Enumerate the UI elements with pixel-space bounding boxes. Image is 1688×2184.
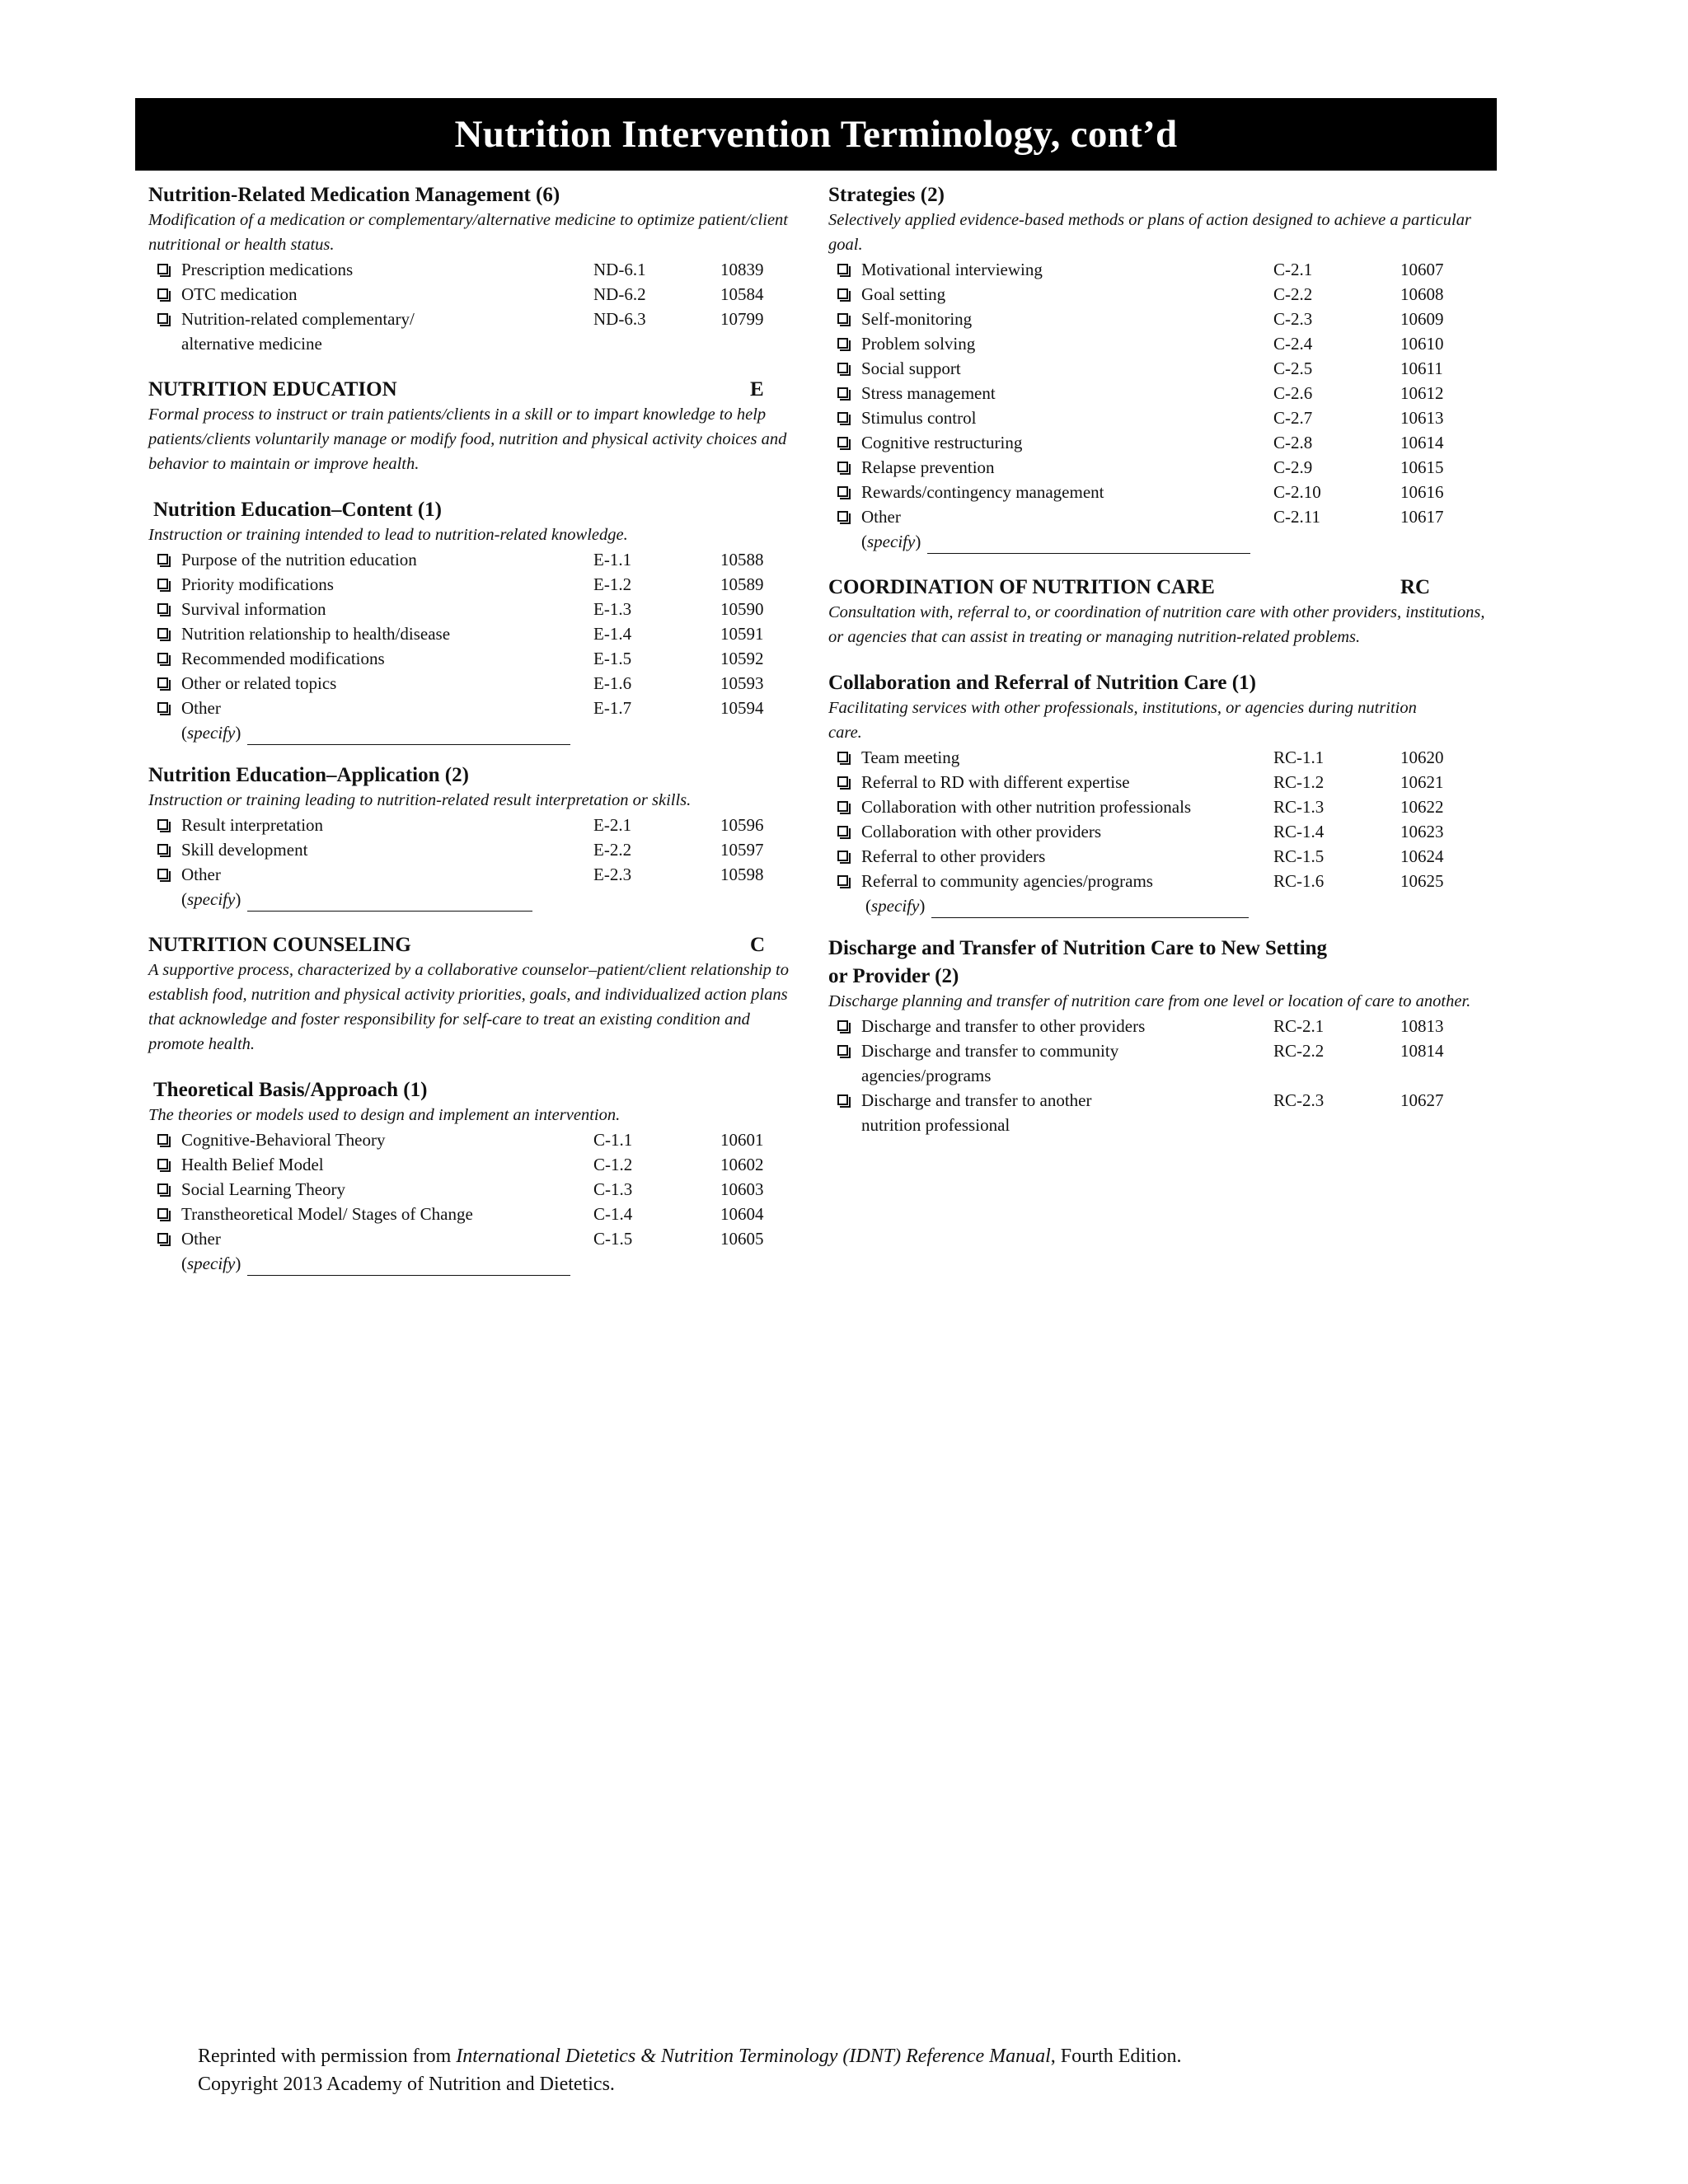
item-snomed: 10593 <box>720 673 764 693</box>
checkbox[interactable] <box>837 288 848 299</box>
item-label: Survival information <box>181 599 326 619</box>
checklist-item <box>148 572 799 597</box>
checkbox[interactable] <box>837 313 848 324</box>
item-code: RC-1.5 <box>1273 846 1325 866</box>
item-snomed: 10799 <box>720 309 764 329</box>
section-title-line-2: or Provider (2) <box>828 965 959 987</box>
section-description: The theories or models used to design and implement an intervention. <box>148 1106 621 1124</box>
section-discharge-transfer <box>828 936 1488 1137</box>
item-label: Purpose of the nutrition education <box>181 550 417 569</box>
section-education-content <box>148 498 799 745</box>
checklist <box>148 547 799 720</box>
item-code: E-1.6 <box>593 673 632 693</box>
item-label: Priority modifications <box>181 574 334 594</box>
title-banner <box>135 98 1497 171</box>
checkbox[interactable] <box>837 338 848 349</box>
item-snomed: 10614 <box>1400 433 1444 452</box>
item-snomed: 10603 <box>720 1179 764 1199</box>
checklist-item <box>148 646 799 671</box>
item-code: E-1.2 <box>593 574 632 594</box>
domain-heading <box>148 933 799 958</box>
checklist-item <box>148 1152 799 1177</box>
checklist-item <box>148 1202 799 1226</box>
item-label: Stress management <box>861 383 996 403</box>
item-snomed: 10615 <box>1400 457 1444 477</box>
item-snomed: 10589 <box>720 574 764 594</box>
item-snomed: 10609 <box>1400 309 1444 329</box>
left-column <box>148 183 799 1276</box>
checklist-item <box>828 331 1488 356</box>
checklist-item <box>828 430 1488 455</box>
checkbox[interactable] <box>157 1134 168 1145</box>
checkbox[interactable] <box>837 363 848 373</box>
checklist-item <box>148 282 799 307</box>
checkbox[interactable] <box>837 1045 848 1056</box>
checklist-item <box>148 257 799 282</box>
checkbox[interactable] <box>837 437 848 448</box>
domain-code: RC <box>1400 576 1431 598</box>
item-snomed: 10591 <box>720 624 764 644</box>
checkbox[interactable] <box>157 653 168 663</box>
item-label: Cognitive-Behavioral Theory <box>181 1130 386 1150</box>
section-title: Nutrition Education–Application (2) <box>148 764 469 786</box>
item-snomed: 10608 <box>1400 284 1444 304</box>
item-snomed: 10584 <box>720 284 764 304</box>
item-snomed: 10814 <box>1400 1041 1444 1061</box>
checklist <box>148 813 799 887</box>
domain-title: NUTRITION COUNSELING <box>148 934 411 956</box>
item-code: C-2.7 <box>1273 408 1313 428</box>
checkbox[interactable] <box>837 801 848 812</box>
item-label: OTC medication <box>181 284 298 304</box>
item-label: Other <box>181 865 221 884</box>
section-title: Theoretical Basis/Approach (1) <box>153 1079 428 1101</box>
section-nutrition-education <box>148 377 799 476</box>
item-label: Discharge and transfer to another nutrition professional <box>861 1090 1092 1135</box>
item-code: ND-6.2 <box>593 284 646 304</box>
item-snomed: 10616 <box>1400 482 1444 502</box>
checklist-item <box>828 745 1488 770</box>
item-code: RC-1.4 <box>1273 822 1325 841</box>
item-snomed: 10604 <box>720 1204 764 1224</box>
item-snomed: 10627 <box>1400 1090 1444 1110</box>
item-code: C-2.6 <box>1273 383 1313 403</box>
checkbox[interactable] <box>157 579 168 589</box>
item-code: C-1.1 <box>593 1130 633 1150</box>
specify-input-line[interactable] <box>247 726 570 745</box>
checklist-item <box>828 381 1488 405</box>
item-label: Self-monitoring <box>861 309 973 329</box>
item-label: Collaboration with other nutrition professionals <box>861 797 1192 817</box>
checklist-item <box>148 696 799 720</box>
checklist <box>828 257 1488 529</box>
checklist-item <box>828 307 1488 331</box>
checklist-item <box>148 1226 799 1251</box>
section-collaboration-referral <box>828 671 1488 918</box>
checklist-item <box>828 504 1488 529</box>
item-snomed: 10625 <box>1400 871 1444 891</box>
item-code: C-2.11 <box>1273 507 1320 527</box>
section-title: Nutrition-Related Medication Management (6) <box>148 184 560 206</box>
checkbox[interactable] <box>157 628 168 639</box>
item-snomed: 10605 <box>720 1229 764 1249</box>
item-label: Referral to other providers <box>861 846 1046 866</box>
item-code: E-2.1 <box>593 815 632 835</box>
section-education-application <box>148 763 799 912</box>
domain-heading <box>148 377 799 402</box>
item-snomed: 10613 <box>1400 408 1444 428</box>
checkbox[interactable] <box>157 844 168 855</box>
item-code: C-1.2 <box>593 1155 633 1174</box>
checklist-item <box>828 405 1488 430</box>
section-description: Formal process to instruct or train patients/clients in a skill or to impart knowledge to help patients/clients voluntarily manage or modify food, nutrition and physical activity choices and behavior to maintain or improve health. <box>148 405 787 473</box>
checkbox[interactable] <box>157 1159 168 1169</box>
item-code: C-2.5 <box>1273 359 1313 378</box>
checkbox[interactable] <box>837 875 848 886</box>
item-label: Motivational interviewing <box>861 260 1043 279</box>
checkbox[interactable] <box>837 1020 848 1031</box>
item-code: RC-1.3 <box>1273 797 1325 817</box>
checkbox[interactable] <box>837 752 848 762</box>
item-label: Recommended modifications <box>181 649 385 668</box>
checklist-item <box>148 862 799 887</box>
footer-line-1: Reprinted with permission from International Dietetics & Nutrition Terminology (IDNT) Reference Manual, Fourth Edition. <box>198 2046 1182 2067</box>
checkbox[interactable] <box>157 264 168 274</box>
item-label: Cognitive restructuring <box>861 433 1023 452</box>
domain-title: COORDINATION OF NUTRITION CARE <box>828 576 1215 598</box>
item-code: C-2.9 <box>1273 457 1313 477</box>
item-code: C-1.5 <box>593 1229 633 1249</box>
checklist-item <box>828 480 1488 504</box>
specify-field: (specify) <box>828 893 1488 918</box>
checkbox[interactable] <box>157 603 168 614</box>
section-description: Instruction or training intended to lead to nutrition-related knowledge. <box>148 526 628 544</box>
checklist-item <box>828 819 1488 844</box>
specify-input-line[interactable] <box>927 535 1250 554</box>
footer-credit <box>198 2042 1181 2098</box>
item-label: Stimulus control <box>861 408 977 428</box>
item-code: E-2.3 <box>593 865 632 884</box>
item-snomed: 10813 <box>1400 1016 1444 1036</box>
checklist-item <box>148 671 799 696</box>
checklist-item <box>828 844 1488 869</box>
item-snomed: 10592 <box>720 649 764 668</box>
checkbox[interactable] <box>837 511 848 522</box>
checkbox[interactable] <box>157 819 168 830</box>
item-code: RC-2.2 <box>1273 1041 1325 1061</box>
checkbox[interactable] <box>157 869 168 879</box>
item-label: Prescription medications <box>181 260 354 279</box>
checklist-item <box>828 869 1488 893</box>
item-snomed: 10839 <box>720 260 764 279</box>
checkbox[interactable] <box>837 462 848 472</box>
item-label: Referral to RD with different expertise <box>861 772 1130 792</box>
item-label: Social Learning Theory <box>181 1179 346 1199</box>
checkbox[interactable] <box>837 264 848 274</box>
domain-code: C <box>750 934 766 956</box>
checklist <box>148 257 799 356</box>
item-snomed: 10596 <box>720 815 764 835</box>
item-code: C-1.4 <box>593 1204 633 1224</box>
specify-field: (specify) <box>148 720 799 745</box>
item-code: C-2.10 <box>1273 482 1321 502</box>
section-nutrition-counseling <box>148 933 799 1057</box>
item-snomed: 10590 <box>720 599 764 619</box>
checkbox[interactable] <box>837 1094 848 1105</box>
checklist <box>148 1127 799 1251</box>
item-snomed: 10617 <box>1400 507 1444 527</box>
section-description: A supportive process, characterized by a collaborative counselor–patient/client relationship to establish food, nutrition and physical activity priorities, goals, and individualized action plans that acknowledge and foster responsibility for self-care to treat an existing condition and promote health. <box>148 961 789 1053</box>
item-code: RC-1.6 <box>1273 871 1325 891</box>
specify-input-line[interactable] <box>247 1257 570 1276</box>
checklist-item <box>148 1127 799 1152</box>
item-snomed: 10602 <box>720 1155 764 1174</box>
item-label: Rewards/contingency management <box>861 482 1104 502</box>
domain-code: E <box>750 378 764 401</box>
page-title: Nutrition Intervention Terminology, cont’d <box>454 113 1178 156</box>
item-code: C-2.1 <box>1273 260 1313 279</box>
right-column <box>828 183 1488 1137</box>
section-theoretical-basis <box>148 1078 799 1276</box>
item-snomed: 10611 <box>1400 359 1443 378</box>
specify-label: specify <box>867 532 916 551</box>
item-label: Team meeting <box>861 748 960 767</box>
specify-label: specify <box>187 889 236 909</box>
footer-line-2: Copyright 2013 Academy of Nutrition and Dietetics. <box>198 2074 615 2095</box>
item-code: E-1.7 <box>593 698 632 718</box>
section-description: Facilitating services with other professionals, institutions, or agencies during nutrition care. <box>828 699 1417 742</box>
item-snomed: 10607 <box>1400 260 1444 279</box>
item-label: Referral to community agencies/programs <box>861 871 1153 891</box>
specify-input-line[interactable] <box>931 899 1249 918</box>
checkbox[interactable] <box>837 486 848 497</box>
checklist-item <box>828 282 1488 307</box>
specify-field: (specify) <box>148 887 799 912</box>
item-label: Nutrition-related complementary/ alternative medicine <box>181 309 415 354</box>
item-code: ND-6.3 <box>593 309 646 329</box>
item-code: ND-6.1 <box>593 260 646 279</box>
checklist-item <box>828 1038 1488 1088</box>
checklist-item <box>148 837 799 862</box>
item-label: Discharge and transfer to community agencies/programs <box>861 1041 1119 1085</box>
item-code: RC-2.1 <box>1273 1016 1325 1036</box>
checkbox[interactable] <box>837 826 848 837</box>
section-coordination <box>828 575 1488 649</box>
item-snomed: 10622 <box>1400 797 1444 817</box>
section-title: Nutrition Education–Content (1) <box>153 499 443 521</box>
specify-label: specify <box>187 1254 236 1273</box>
item-label: Collaboration with other providers <box>861 822 1102 841</box>
checkbox[interactable] <box>157 288 168 299</box>
item-code: E-1.3 <box>593 599 632 619</box>
section-title-line-1: Discharge and Transfer of Nutrition Care to New Setting <box>828 937 1328 959</box>
item-label: Result interpretation <box>181 815 324 835</box>
checklist-item <box>828 257 1488 282</box>
item-snomed: 10620 <box>1400 748 1444 767</box>
checkbox[interactable] <box>157 1183 168 1194</box>
section-medication-management <box>148 183 799 356</box>
checkbox[interactable] <box>837 412 848 423</box>
domain-title: NUTRITION EDUCATION <box>148 378 397 401</box>
checklist <box>828 745 1488 893</box>
checklist-item <box>148 547 799 572</box>
section-strategies <box>828 183 1488 554</box>
item-label: Other <box>181 698 221 718</box>
section-title: Collaboration and Referral of Nutrition Care (1) <box>828 672 1256 694</box>
item-snomed: 10594 <box>720 698 764 718</box>
item-label: Other or related topics <box>181 673 337 693</box>
item-snomed: 10612 <box>1400 383 1444 403</box>
item-code: C-2.3 <box>1273 309 1313 329</box>
checkbox[interactable] <box>837 776 848 787</box>
item-label: Transtheoretical Model/ Stages of Change <box>181 1204 473 1224</box>
section-description: Modification of a medication or complementary/alternative medicine to optimize patient/client nutritional or health status. <box>148 211 788 254</box>
item-snomed: 10623 <box>1400 822 1444 841</box>
checklist-item <box>148 813 799 837</box>
item-label: Other <box>861 507 901 527</box>
item-label: Health Belief Model <box>181 1155 324 1174</box>
item-label: Discharge and transfer to other providers <box>861 1016 1146 1036</box>
item-code: C-2.8 <box>1273 433 1313 452</box>
checklist-item <box>148 307 799 356</box>
section-title: Strategies (2) <box>828 184 945 206</box>
checkbox[interactable] <box>157 702 168 713</box>
checkbox[interactable] <box>157 1233 168 1244</box>
section-description: Instruction or training leading to nutrition-related result interpretation or skills. <box>148 791 692 809</box>
checklist-item <box>828 794 1488 819</box>
checklist-item <box>828 770 1488 794</box>
item-code: C-2.4 <box>1273 334 1313 354</box>
item-code: E-1.4 <box>593 624 632 644</box>
checkbox[interactable] <box>157 313 168 324</box>
section-description: Consultation with, referral to, or coordination of nutrition care with other providers, institutions, or agencies that can assist in treating or managing nutrition-related problems. <box>828 603 1485 646</box>
checkbox[interactable] <box>157 677 168 688</box>
specify-label: specify <box>187 723 236 743</box>
specify-field: (specify) <box>148 1251 799 1276</box>
domain-heading <box>828 575 1488 600</box>
checkbox[interactable] <box>837 387 848 398</box>
checklist-item <box>148 597 799 621</box>
item-code: E-2.2 <box>593 840 632 860</box>
item-label: Social support <box>861 359 961 378</box>
item-snomed: 10597 <box>720 840 764 860</box>
item-code: RC-2.3 <box>1273 1090 1325 1110</box>
checklist <box>828 1014 1488 1137</box>
checkbox[interactable] <box>157 1208 168 1219</box>
item-code: RC-1.1 <box>1273 748 1325 767</box>
checklist-item <box>828 1014 1488 1038</box>
item-label: Relapse prevention <box>861 457 995 477</box>
item-code: E-1.1 <box>593 550 632 569</box>
item-code: RC-1.2 <box>1273 772 1325 792</box>
section-description: Discharge planning and transfer of nutrition care from one level or location of care to another. <box>828 992 1471 1010</box>
specify-input-line[interactable] <box>247 893 532 912</box>
item-label: Skill development <box>181 840 308 860</box>
item-snomed: 10624 <box>1400 846 1444 866</box>
checklist-item <box>828 455 1488 480</box>
item-label: Goal setting <box>861 284 946 304</box>
item-snomed: 10598 <box>720 865 764 884</box>
item-code: C-1.3 <box>593 1179 633 1199</box>
item-label: Other <box>181 1229 221 1249</box>
checkbox[interactable] <box>837 851 848 861</box>
item-snomed: 10621 <box>1400 772 1444 792</box>
item-code: E-1.5 <box>593 649 632 668</box>
checklist-item <box>828 1088 1488 1137</box>
item-snomed: 10601 <box>720 1130 764 1150</box>
specify-label: specify <box>871 896 920 916</box>
checklist-item <box>148 1177 799 1202</box>
reference-title: International Dietetics & Nutrition Terminology (IDNT) Reference Manual <box>456 2046 1051 2067</box>
item-label: Problem solving <box>861 334 976 354</box>
specify-field: (specify) <box>828 529 1488 554</box>
section-description: Selectively applied evidence-based methods or plans of action designed to achieve a particular goal. <box>828 211 1471 254</box>
item-snomed: 10588 <box>720 550 764 569</box>
item-snomed: 10610 <box>1400 334 1444 354</box>
item-code: C-2.2 <box>1273 284 1313 304</box>
checklist-item <box>828 356 1488 381</box>
checklist-item <box>148 621 799 646</box>
checkbox[interactable] <box>157 554 168 565</box>
item-label: Nutrition relationship to health/disease <box>181 624 451 644</box>
